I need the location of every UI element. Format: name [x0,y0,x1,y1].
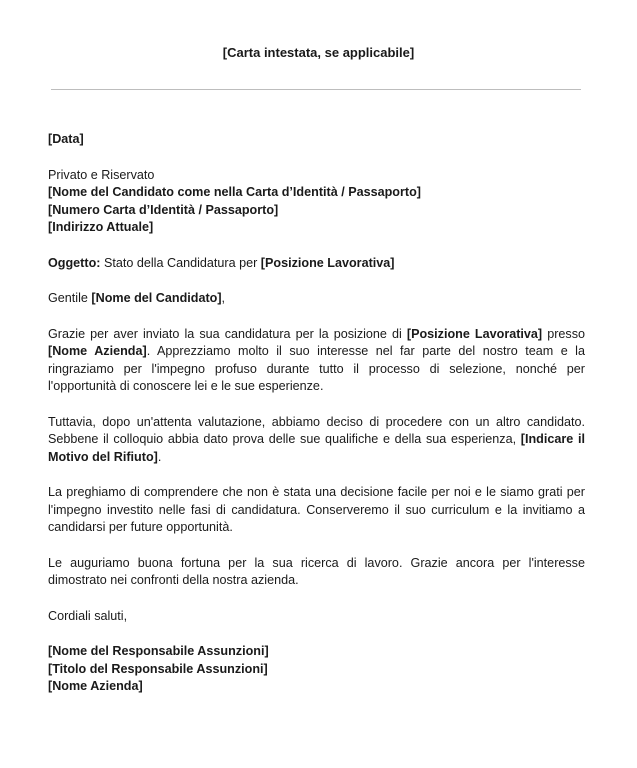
recipient-address: [Indirizzo Attuale] [48,220,154,234]
letter-date: [Data] [48,132,84,146]
paragraph-decision [48,414,585,467]
paragraph-good-luck: Le auguriamo buona fortuna per la sua ricerca di lavoro. Grazie ancora per l'interesse dimostrato nei confronti della nostra azienda. [48,555,585,587]
signature-manager-name: [Nome del Responsabile Assunzioni] [48,644,269,658]
recipient-name: [Nome del Candidato come nella Carta d’Identità / Passaporto] [48,185,421,199]
paragraph2-part1: Tuttavia, dopo un'attenta valutazione, abbiamo deciso di procedere con un altro candidato. Sebbene il colloquio abbia dato prova delle sue qualifiche e della sua esperienza, [48,414,585,446]
closing [48,608,585,626]
paragraph1-part1: Grazie per aver inviato la sua candidatura per la posizione di [48,326,407,341]
greeting [48,290,585,308]
subject-text: Stato della Candidatura per [100,255,261,270]
recipient-id-number: [Numero Carta d’Identità / Passaporto] [48,202,279,217]
paragraph-thanks [48,326,585,396]
letter-body [48,131,585,714]
paragraph1-company: [Nome Azienda] [48,344,147,358]
closing-text: Cordiali saluti, [48,608,128,623]
greeting-name: [Nome del Candidato] [91,291,222,305]
signature-manager-title: [Titolo del Responsabile Assunzioni] [48,661,268,676]
paragraph1-position: [Posizione Lavorativa] [406,326,543,341]
signature-company: [Nome Azienda] [48,679,143,693]
signature-block [48,643,585,696]
paragraph2-part2: . [157,449,162,464]
subject-label: Oggetto: [48,255,101,270]
subject-position: [Posizione Lavorativa] [260,255,395,270]
date-block [48,131,585,149]
subject-line [48,255,585,273]
paragraph2-reason: [Indicare il Motivo del Rifiuto] [48,432,585,464]
greeting-prefix: Gentile [48,291,92,305]
confidential-label: Privato e Riservato [48,167,155,182]
letterhead: [Carta intestata, se applicabile] [222,45,415,60]
greeting-suffix: , [221,291,226,305]
paragraph1-part3: . Apprezziamo molto il suo interesse nel far parte del nostro team e la ringraziamo per l'impegno profuso durante tutto il processo di selezione, nonché per l'opportunità di conoscere lei e le sue esperienze. [48,344,585,393]
paragraph1-part2: presso [542,326,586,341]
recipient-block [48,167,585,237]
paragraph-understanding: La preghiamo di comprendere che non è stata una decisione facile per noi e le siamo grati per l'impegno investito nelle fasi di candidatura. Conserveremo il suo curriculum e la invitiamo a candidarsi per future opportunità. [48,485,585,534]
header-divider [51,89,581,90]
